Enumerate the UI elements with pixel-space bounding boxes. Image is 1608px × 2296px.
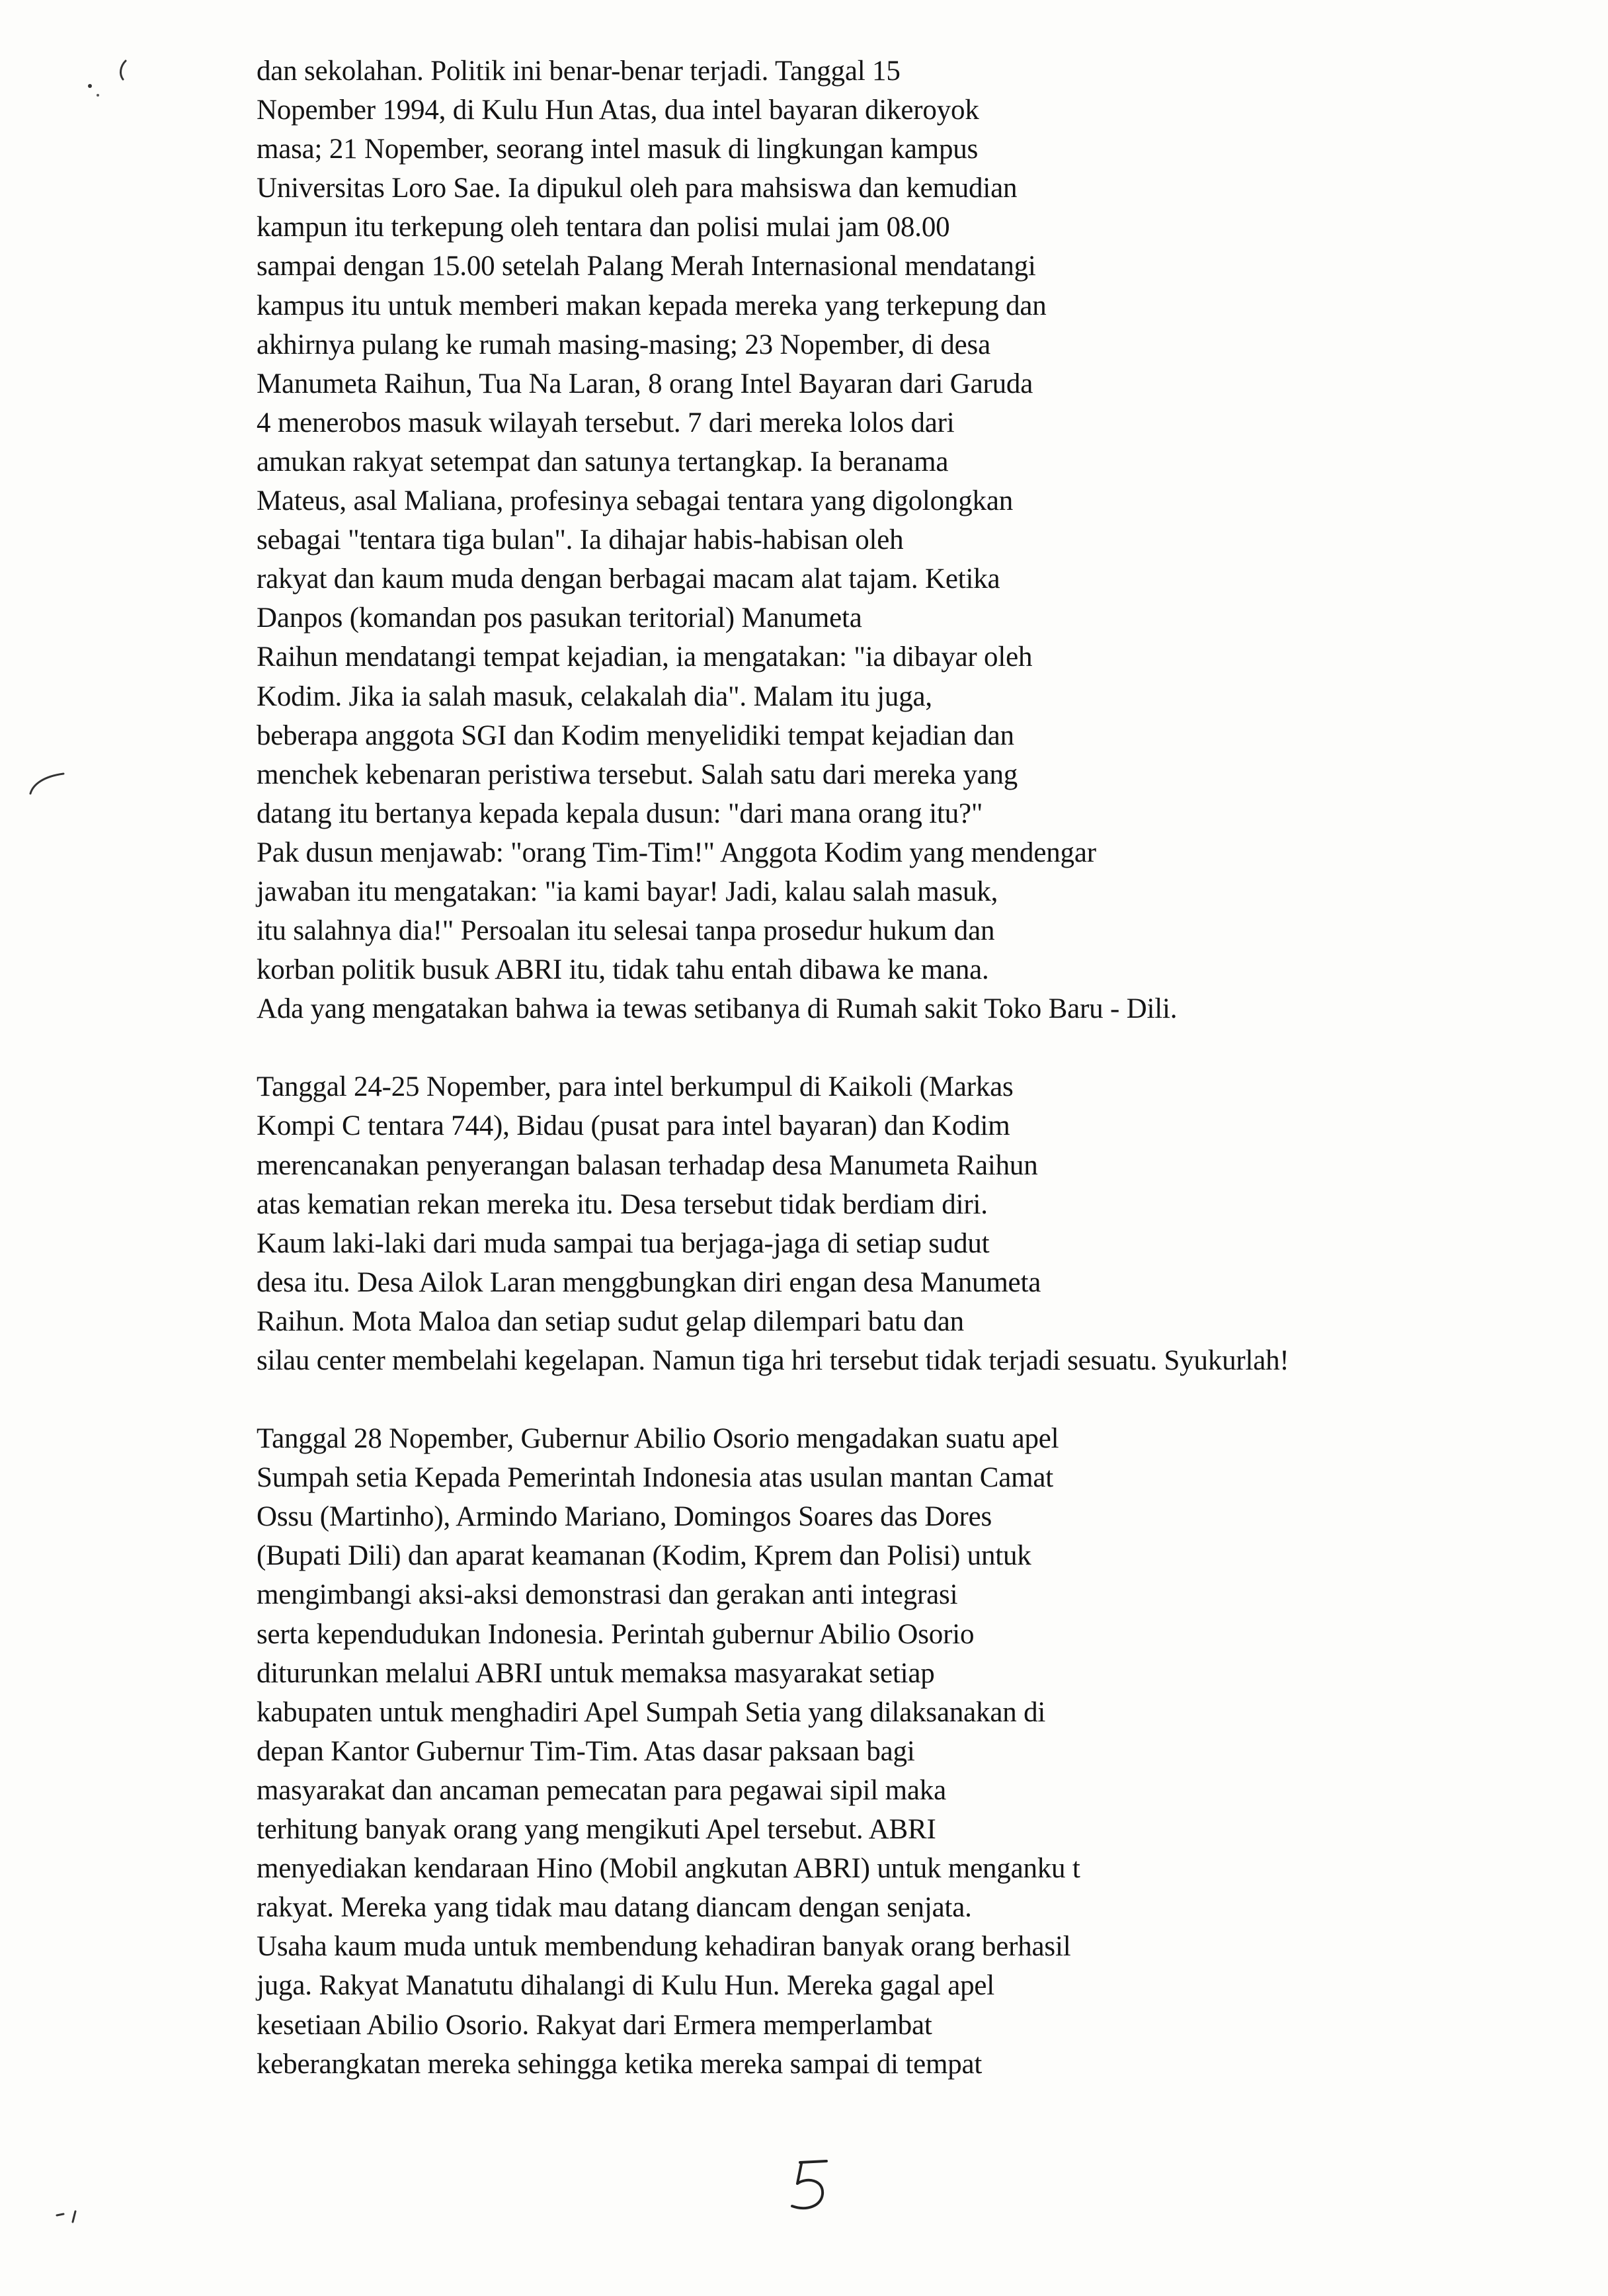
text-line: 4 menerobos masuk wilayah tersebut. 7 dari mereka lolos dari xyxy=(257,407,955,438)
text-line: itu salahnya dia!" Persoalan itu selesai tanpa prosedur hukum dan xyxy=(257,915,995,947)
text-line: Tanggal 24-25 Nopember, para intel berkumpul di Kaikoli (Markas xyxy=(257,1071,1014,1103)
text-line: terhitung banyak orang yang mengikuti Apel tersebut. ABRI xyxy=(257,1814,936,1846)
text-line: menyediakan kendaraan Hino (Mobil angkutan ABRI) untuk menganku t xyxy=(257,1853,1080,1885)
margin-mark-icon xyxy=(24,767,70,800)
text-line: desa itu. Desa Ailok Laran menggbungkan diri engan desa Manumeta xyxy=(257,1266,1041,1298)
text-line: korban politik busuk ABRI itu, tidak tahu entah dibawa ke mana. xyxy=(257,954,989,986)
text-line: Sumpah setia Kepada Pemerintah Indonesia atas usulan mantan Camat xyxy=(257,1462,1053,1494)
text-line: Ossu (Martinho), Armindo Mariano, Domingos Soares das Dores xyxy=(257,1501,992,1533)
text-line: jawaban itu mengatakan: "ia kami bayar! Jadi, kalau salah masuk, xyxy=(257,876,998,907)
text-line: datang itu bertanya kepada kepala dusun: "dari mana orang itu?" xyxy=(257,798,983,829)
body-text xyxy=(257,52,1552,2123)
text-line: Raihun mendatangi tempat kejadian, ia mengatakan: "ia dibayar oleh xyxy=(257,641,1033,673)
text-line: Kompi C tentara 744), Bidau (pusat para intel bayaran) dan Kodim xyxy=(257,1110,1010,1142)
text-line: juga. Rakyat Manatutu dihalangi di Kulu Hun. Mereka gagal apel xyxy=(257,1970,995,2002)
text-line: Tanggal 28 Nopember, Gubernur Abilio Osorio mengadakan suatu apel xyxy=(257,1423,1059,1455)
text-line: Usaha kaum muda untuk membendung kehadiran banyak orang berhasil xyxy=(257,1931,1071,1963)
text-line: (Bupati Dili) dan aparat keamanan (Kodim, Kprem dan Polisi) untuk xyxy=(257,1540,1031,1572)
text-line: Raihun. Mota Maloa dan setiap sudut gelap dilempari batu dan xyxy=(257,1305,964,1337)
text-line: Kaum laki-laki dari muda sampai tua berjaga-jaga di setiap sudut xyxy=(257,1227,990,1259)
text-line: Kodim. Jika ia salah masuk, celakalah dia". Malam itu juga, xyxy=(257,680,932,712)
paragraph-3 xyxy=(257,1419,1552,2084)
text-line: Nopember 1994, di Kulu Hun Atas, dua intel bayaran dikeroyok xyxy=(257,95,979,126)
margin-mark-icon xyxy=(85,54,138,101)
text-line: kampun itu terkepung oleh tentara dan polisi mulai jam 08.00 xyxy=(257,212,950,243)
margin-mark-icon xyxy=(53,2201,93,2227)
text-line: masa; 21 Nopember, seorang intel masuk di lingkungan kampus xyxy=(257,134,979,165)
text-line: kesetiaan Abilio Osorio. Rakyat dari Ermera memperlambat xyxy=(257,2009,932,2041)
text-line: dan sekolahan. Politik ini benar-benar terjadi. Tanggal 15 xyxy=(257,56,901,87)
text-line: serta kependudukan Indonesia. Perintah gubernur Abilio Osorio xyxy=(257,1618,975,1650)
text-line: masyarakat dan ancaman pemecatan para pegawai sipil maka xyxy=(257,1774,946,1806)
text-line: sebagai "tentara tiga bulan". Ia dihajar habis-habisan oleh xyxy=(257,524,904,556)
paragraph-1 xyxy=(257,52,1552,1028)
text-line: kampus itu untuk memberi makan kepada mereka yang terkepung dan xyxy=(257,290,1047,321)
text-line: Danpos (komandan pos pasukan teritorial) Manumeta xyxy=(257,602,862,634)
text-line: sampai dengan 15.00 setelah Palang Merah Internasional mendatangi xyxy=(257,251,1036,282)
text-line: amukan rakyat setempat dan satunya tertangkap. Ia beranama xyxy=(257,446,949,477)
text-line: Pak dusun menjawab: "orang Tim-Tim!" Anggota Kodim yang mendengar xyxy=(257,837,1096,868)
text-line: diturunkan melalui ABRI untuk memaksa masyarakat setiap xyxy=(257,1657,935,1689)
text-line: keberangkatan mereka sehingga ketika mereka sampai di tempat xyxy=(257,2048,983,2080)
paragraph-2 xyxy=(257,1067,1552,1380)
text-line: Universitas Loro Sae. Ia dipukul oleh para mahsiswa dan kemudian xyxy=(257,173,1018,204)
text-line: atas kematian rekan mereka itu. Desa tersebut tidak berdiam diri. xyxy=(257,1188,988,1220)
text-line: menchek kebenaran peristiwa tersebut. Salah satu dari mereka yang xyxy=(257,758,1018,790)
text-line: merencanakan penyerangan balasan terhadap desa Manumeta Raihun xyxy=(257,1149,1038,1181)
text-line: Manumeta Raihun, Tua Na Laran, 8 orang Intel Bayaran dari Garuda xyxy=(257,368,1033,399)
text-line: kabupaten untuk menghadiri Apel Sumpah Setia yang dilaksanakan di xyxy=(257,1696,1046,1728)
text-line: beberapa anggota SGI dan Kodim menyelidiki tempat kejadian dan xyxy=(257,719,1014,751)
text-line: silau center membelahi kegelapan. Namun tiga hri tersebut tidak terjadi sesuatu. Syukurlah! xyxy=(257,1345,1289,1376)
text-line: Ada yang mengatakan bahwa ia tewas setibanya di Rumah sakit Toko Baru - Dili. xyxy=(257,993,1178,1025)
text-line: rakyat dan kaum muda dengan berbagai macam alat tajam. Ketika xyxy=(257,563,1000,595)
text-line: akhirnya pulang ke rumah masing-masing; 23 Nopember, di desa xyxy=(257,329,990,360)
text-line: depan Kantor Gubernur Tim-Tim. Atas dasar paksaan bagi xyxy=(257,1735,915,1767)
handwritten-page-number-icon xyxy=(780,2157,840,2217)
text-line: Mateus, asal Maliana, profesinya sebagai tentara yang digolongkan xyxy=(257,485,1014,517)
text-line: rakyat. Mereka yang tidak mau datang diancam dengan senjata. xyxy=(257,1892,972,1924)
text-line: mengimbangi aksi-aksi demonstrasi dan gerakan anti integrasi xyxy=(257,1579,958,1611)
